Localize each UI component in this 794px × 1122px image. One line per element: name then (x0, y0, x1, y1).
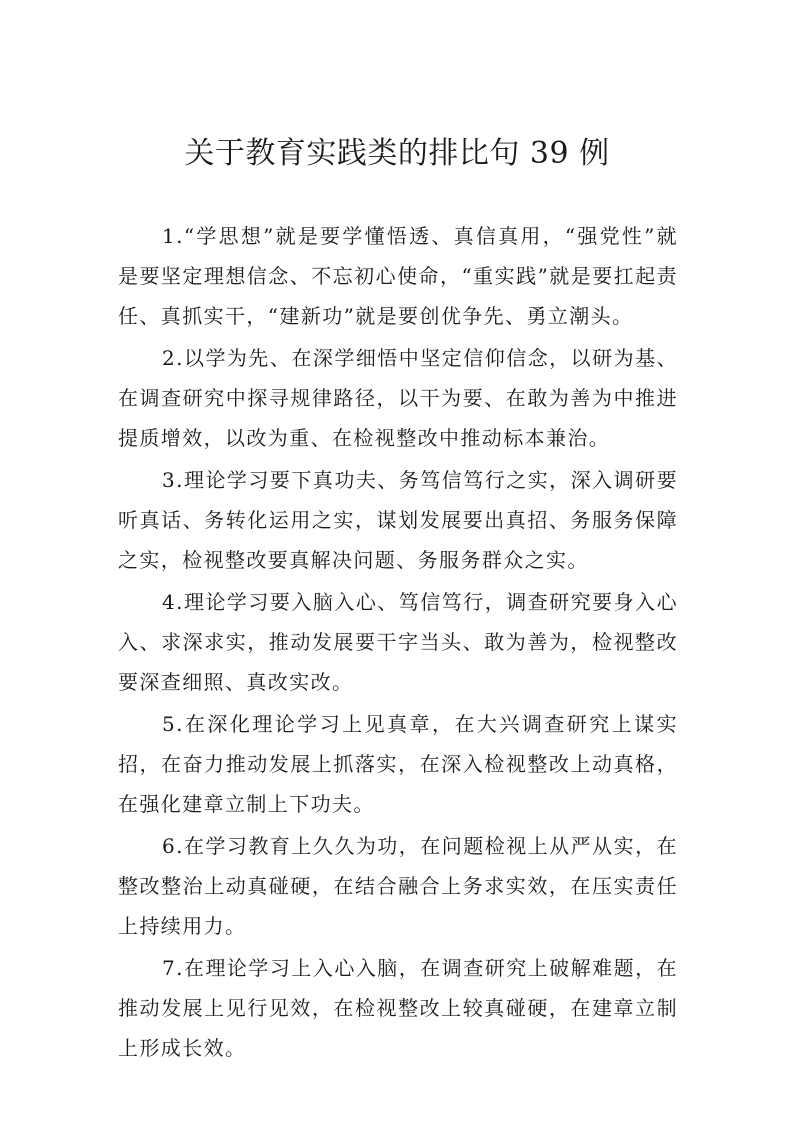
paragraph-3: 3.理论学习要下真功夫、务笃信笃行之实，深入调研要听真话、务转化运用之实，谋划发展要出真招、务服务保障之实，检视整改要真解决问题、务服务群众之实。 (118, 468, 678, 572)
paragraph-7: 7.在理论学习上入心入脑，在调查研究上破解难题，在推动发展上见行见效，在检视整改上较真碰硬，在建章立制上形成长效。 (118, 956, 678, 1060)
paragraph-2: 2.以学为先、在深学细悟中坚定信仰信念，以研为基、在调查研究中探寻规律路径，以干为要、在敢为善为中推进提质增效，以改为重、在检视整改中推动标本兼治。 (118, 346, 678, 450)
paragraph-6: 6.在学习教育上久久为功，在问题检视上从严从实，在整改整治上动真碰硬，在结合融合上务求实效，在压实责任上持续用力。 (118, 834, 678, 938)
document-body (118, 216, 678, 1070)
document-title: 关于教育实践类的排比句 39 例 (184, 136, 610, 171)
paragraph-4: 4.理论学习要入脑入心、笃信笃行，调查研究要身入心入、求深求实，推动发展要干字当头、敢为善为，检视整改要深查细照、真改实改。 (118, 590, 678, 694)
paragraph-5: 5.在深化理论学习上见真章，在大兴调查研究上谋实招，在奋力推动发展上抓落实，在深入检视整改上动真格，在强化建章立制上下功夫。 (118, 712, 678, 816)
paragraph-1: 1.“学思想”就是要学懂悟透、真信真用，“强党性”就是要坚定理想信念、不忘初心使命，“重实践”就是要扛起责任、真抓实干，“建新功”就是要创优争先、勇立潮头。 (118, 224, 678, 328)
